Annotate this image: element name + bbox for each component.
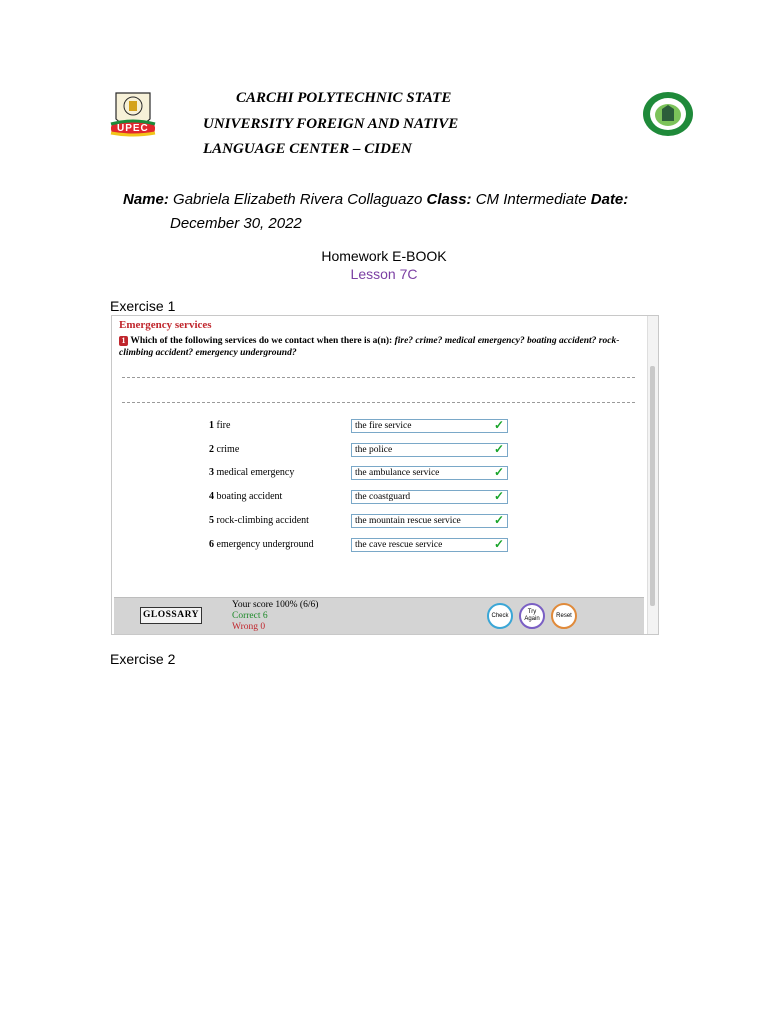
row-label: 3 medical emergency xyxy=(209,467,295,478)
row-label: 5 rock-climbing accident xyxy=(209,515,309,526)
answer-field[interactable]: the ambulance service ✓ xyxy=(351,466,508,480)
name-value: Gabriela Elizabeth Rivera Collaguazo xyxy=(173,191,423,208)
university-logo-text: UPEC xyxy=(117,123,149,134)
answer-field[interactable]: the fire service ✓ xyxy=(351,419,508,433)
divider-line xyxy=(122,402,635,403)
correct-check-icon: ✓ xyxy=(493,513,504,527)
lesson-title: Lesson 7C xyxy=(350,266,418,282)
row-label: 1 fire xyxy=(209,420,231,431)
header-line-1: CARCHI POLYTECHNIC STATE xyxy=(236,90,452,106)
correct-count: Correct 6 xyxy=(232,611,268,621)
check-button[interactable]: Check xyxy=(487,603,513,629)
question-text xyxy=(119,335,639,359)
scrollbar-thumb[interactable] xyxy=(650,366,655,606)
correct-check-icon: ✓ xyxy=(493,418,504,432)
language-center-logo xyxy=(642,91,694,137)
class-label: Class: xyxy=(426,191,472,208)
row-label: 4 boating accident xyxy=(209,491,283,502)
exercise-1-label: Exercise 1 xyxy=(110,298,176,314)
scrollbar-track[interactable] xyxy=(647,316,658,634)
correct-check-icon: ✓ xyxy=(493,537,504,551)
university-logo xyxy=(108,89,158,139)
answer-field[interactable]: the cave rescue service ✓ xyxy=(351,538,508,552)
exercise-2-label: Exercise 2 xyxy=(110,651,176,667)
divider-line xyxy=(122,377,635,378)
answer-field[interactable]: the mountain rescue service ✓ xyxy=(351,514,508,528)
question-items: fire? crime? medical emergency? boating accident? rock-climbing accident? emergency underground? xyxy=(119,336,620,358)
question-lead: Which of the following services do we contact when there is a(n): xyxy=(130,336,393,346)
name-label: Name: xyxy=(123,191,169,208)
date-label: Date: xyxy=(590,191,629,208)
answer-field[interactable]: the coastguard ✓ xyxy=(351,490,508,504)
try-again-button[interactable]: Try Again xyxy=(519,603,545,629)
header-line-3: LANGUAGE CENTER – CIDEN xyxy=(203,141,412,157)
reset-button[interactable]: Reset xyxy=(551,603,577,629)
correct-check-icon: ✓ xyxy=(493,465,504,479)
student-info-line xyxy=(123,191,628,208)
glossary-button[interactable]: GLOSSARY xyxy=(140,607,202,624)
exercise-heading: Emergency services xyxy=(119,319,212,331)
exercise-footer xyxy=(114,597,644,634)
class-value: CM Intermediate xyxy=(475,191,587,208)
document-title: Homework E-BOOK xyxy=(321,248,447,264)
row-label: 2 crime xyxy=(209,444,240,455)
answer-field[interactable]: the police ✓ xyxy=(351,443,508,457)
header-line-2: UNIVERSITY FOREIGN AND NATIVE xyxy=(203,116,459,132)
row-label: 6 emergency underground xyxy=(209,539,314,550)
wrong-count: Wrong 0 xyxy=(232,622,266,632)
correct-check-icon: ✓ xyxy=(493,442,504,456)
language-center-seal-icon xyxy=(642,91,694,137)
exercise-screenshot xyxy=(111,315,659,635)
date-value: December 30, 2022 xyxy=(170,215,302,232)
correct-check-icon: ✓ xyxy=(493,489,504,503)
score-text: Your score 100% (6/6) xyxy=(232,600,319,610)
question-number-badge: 1 xyxy=(119,336,128,346)
